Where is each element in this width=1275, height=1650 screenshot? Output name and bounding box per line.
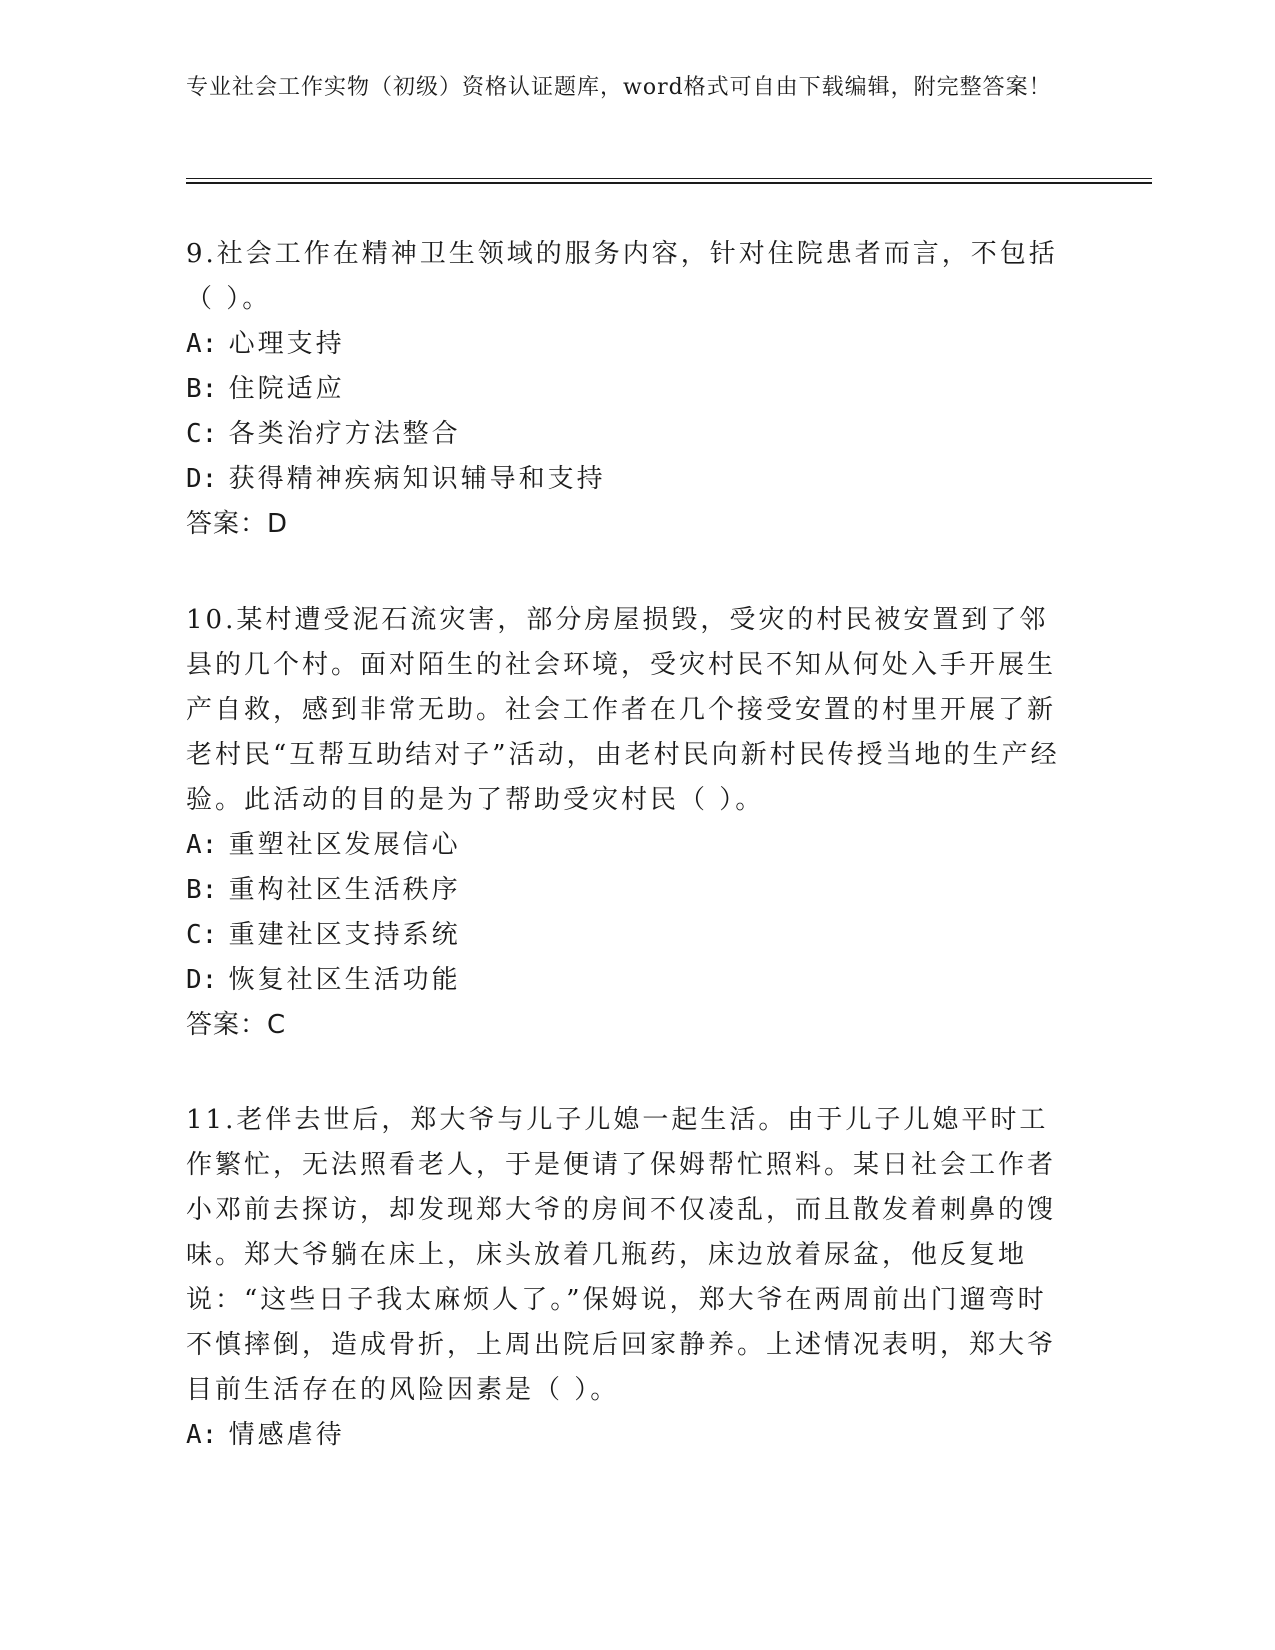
option-text: 住院适应 (228, 374, 345, 404)
option-a (186, 1413, 1066, 1458)
option-c (186, 412, 1066, 457)
answer-line: 答案：D (186, 509, 289, 539)
option-letter: C: (186, 419, 218, 449)
option-d (186, 958, 1066, 1003)
option-letter: A: (186, 329, 218, 359)
header-divider-thick (186, 182, 1152, 184)
option-b (186, 367, 1066, 412)
question-10 (186, 598, 1066, 1048)
option-text: 获得精神疾病知识辅导和支持 (228, 464, 606, 494)
question-9 (186, 232, 1066, 547)
option-a (186, 322, 1066, 367)
option-text: 恢复社区生活功能 (228, 965, 461, 995)
option-letter: D: (186, 464, 218, 494)
option-text: 重构社区生活秩序 (228, 875, 461, 905)
option-text: 重塑社区发展信心 (228, 830, 461, 860)
answer-line: 答案：C (186, 1010, 287, 1040)
document-header: 专业社会工作实物（初级）资格认证题库，word格式可自由下载编辑，附完整答案！ (186, 75, 1052, 100)
option-text: 各类治疗方法整合 (228, 419, 461, 449)
question-stem: 9.社会工作在精神卫生领域的服务内容，针对住院患者而言，不包括（ ）。 (186, 239, 1058, 314)
option-c (186, 913, 1066, 958)
option-b (186, 868, 1066, 913)
header-divider-thin (186, 178, 1152, 179)
option-text: 心理支持 (228, 329, 345, 359)
question-stem: 10.某村遭受泥石流灾害，部分房屋损毁，受灾的村民被安置到了邻县的几个村。面对陌生的社会环境，受灾村民不知从何处入手开展生产自救，感到非常无助。社会工作者在几个接受安置的村里开展了新老村民“互帮互助结对子”活动，由老村民向新村民传授当地的生产经验。此活动的目的是为了帮助受灾村民（ ）。 (186, 605, 1060, 815)
option-letter: A: (186, 830, 218, 860)
option-text: 重建社区支持系统 (228, 920, 461, 950)
option-a (186, 823, 1066, 868)
option-letter: A: (186, 1420, 218, 1450)
question-stem: 11.老伴去世后，郑大爷与儿子儿媳一起生活。由于儿子儿媳平时工作繁忙，无法照看老人，于是便请了保姆帮忙照料。某日社会工作者小邓前去探访，却发现郑大爷的房间不仅凌乱，而且散发着刺鼻的馊味。郑大爷躺在床上，床头放着几瓶药，床边放着尿盆，他反复地说：“这些日子我太麻烦人了。”保姆说，郑大爷在两周前出门遛弯时不慎摔倒，造成骨折，上周出院后回家静养。上述情况表明，郑大爷目前生活存在的风险因素是（ ）。 (186, 1105, 1057, 1405)
option-letter: B: (186, 374, 218, 404)
option-letter: C: (186, 920, 218, 950)
option-letter: D: (186, 965, 218, 995)
option-letter: B: (186, 875, 218, 905)
question-11 (186, 1098, 1066, 1458)
option-text: 情感虐待 (228, 1420, 345, 1450)
option-d (186, 457, 1066, 502)
